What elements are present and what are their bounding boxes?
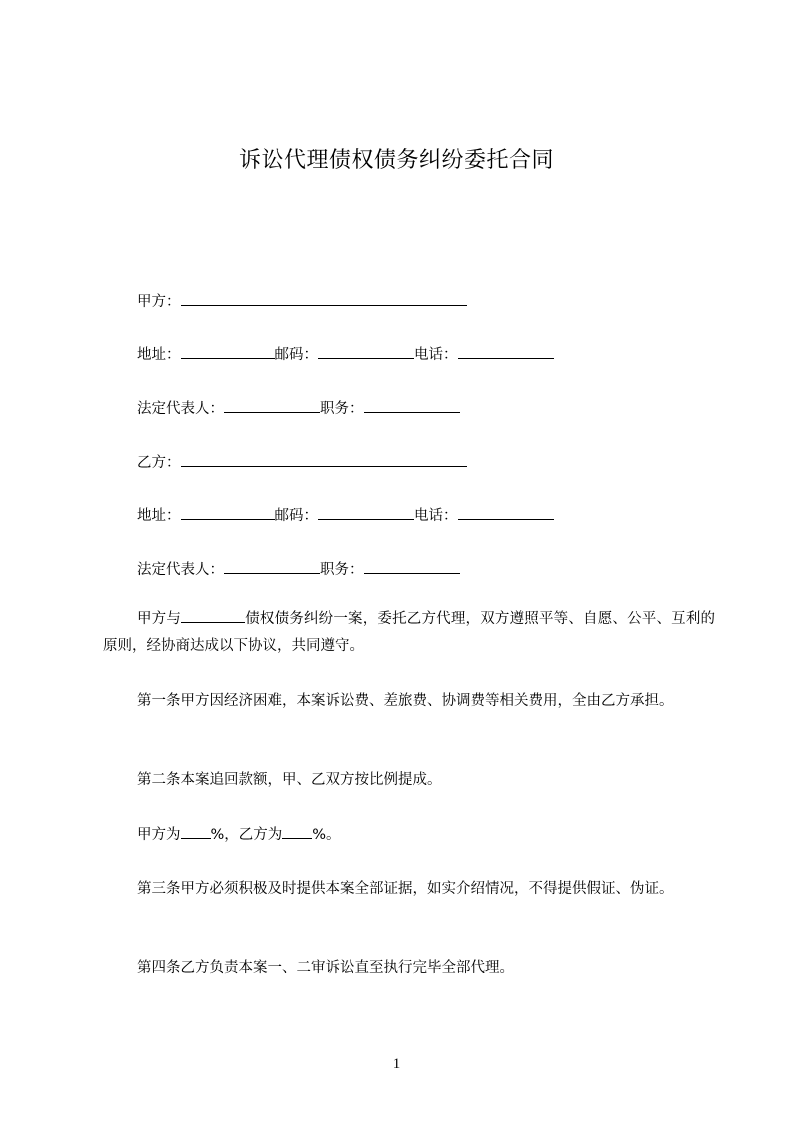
party-a-address-blank	[181, 344, 275, 359]
party-a-name-blank	[181, 291, 467, 306]
party-a-name-label: 甲方：	[137, 294, 181, 310]
party-a-rep-label: 法定代表人：	[137, 401, 224, 417]
party-b-phone-blank	[458, 505, 554, 520]
party-b-postcode-blank	[318, 505, 414, 520]
ratio-a-blank	[181, 824, 211, 839]
page-number: 1	[392, 1056, 401, 1072]
party-b-contact-line	[137, 505, 554, 526]
article-1: 第一条甲方因经济困难，本案诉讼费、差旅费、协调费等相关费用，全由乙方承担。	[137, 693, 674, 709]
party-b-name-label: 乙方：	[137, 455, 181, 471]
document-title: 诉讼代理债权债务纠纷委托合同	[238, 148, 554, 173]
party-a-position-blank	[364, 398, 460, 413]
ratio-a-suffix: %，乙方为	[210, 827, 283, 843]
party-b-rep-line	[137, 559, 460, 580]
party-a-name-line	[137, 291, 467, 312]
article-2: 第二条本案追回款额，甲、乙双方按比例提成。	[137, 772, 442, 788]
party-a-postcode-label: 邮码：	[274, 347, 318, 363]
party-b-address-blank	[181, 505, 275, 520]
party-b-postcode-label: 邮码：	[274, 508, 318, 524]
party-a-address-label: 地址：	[137, 347, 181, 363]
party-b-rep-blank	[224, 559, 320, 574]
party-a-postcode-blank	[318, 344, 414, 359]
ratio-b-blank	[282, 824, 312, 839]
party-b-position-blank	[364, 559, 460, 574]
ratio-line	[137, 824, 341, 845]
intro-text-after: 债权债务纠纷一案，委托乙方代理，双方遵照平等、自愿、公平、互利的原则，经协商达成以下协议，共同遵守。	[103, 611, 716, 654]
intro-text-before: 甲方与	[137, 611, 182, 627]
party-b-position-label: 职务：	[320, 562, 364, 578]
article-4: 第四条乙方负责本案一、二审诉讼直至执行完毕全部代理。	[137, 960, 514, 976]
party-b-phone-label: 电话：	[414, 508, 458, 524]
article-3: 第三条甲方必须积极及时提供本案全部证据，如实介绍情况，不得提供假证、伪证。	[137, 881, 674, 897]
party-a-phone-blank	[458, 344, 554, 359]
party-a-contact-line	[137, 344, 554, 365]
party-b-rep-label: 法定代表人：	[137, 562, 224, 578]
party-b-address-label: 地址：	[137, 508, 181, 524]
party-a-phone-label: 电话：	[414, 347, 458, 363]
ratio-b-suffix: %。	[312, 827, 341, 843]
party-a-rep-line	[137, 398, 460, 419]
party-b-name-blank	[181, 452, 467, 467]
intro-case-blank	[181, 608, 245, 623]
ratio-a-label: 甲方为	[137, 827, 181, 843]
party-b-name-line	[137, 452, 467, 473]
party-a-position-label: 职务：	[320, 401, 364, 417]
party-a-rep-blank	[224, 398, 320, 413]
intro-paragraph	[103, 606, 715, 660]
